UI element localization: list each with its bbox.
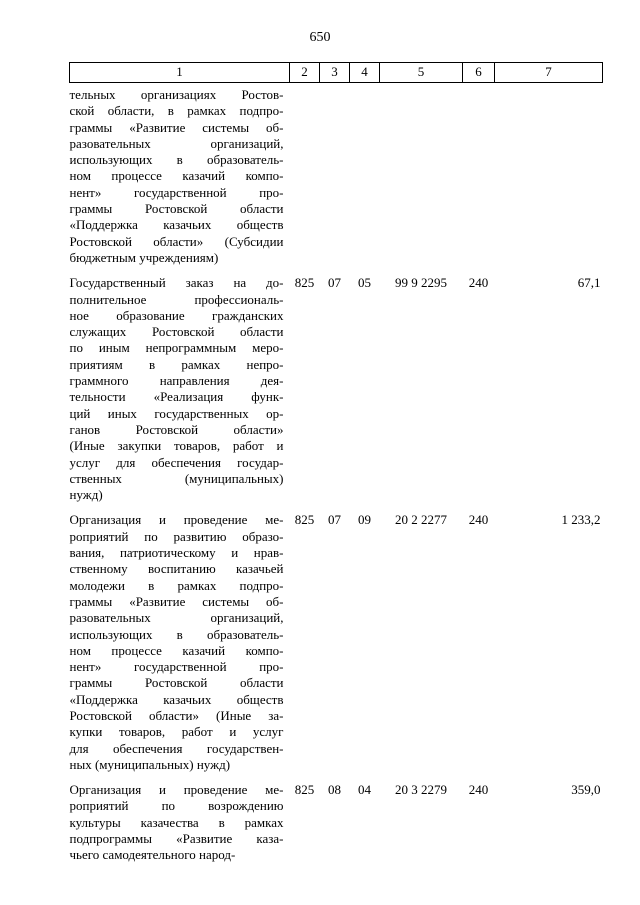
row-name-line: услуг для обеспечения государ- (69, 454, 284, 470)
row-name-line: Организация и проведение ме- (69, 512, 284, 528)
ministry-code-cell: 825 (294, 782, 315, 798)
row-name-line: разовательных организаций, (69, 610, 284, 626)
subsection-code-cell (350, 83, 380, 267)
row-name-line: по иным непрограммным меро- (69, 340, 284, 356)
row-name-line: для обеспечения государствен- (69, 740, 284, 756)
row-name-line: граммного направления дея- (69, 373, 284, 389)
row-name-line: вания, патриотическому и нрав- (69, 545, 284, 561)
row-name-line: нент» государственной про- (69, 184, 284, 200)
row-name-cell (70, 83, 290, 267)
row-name-line: Ростовской области» (Иные за- (69, 707, 284, 723)
row-name-line: ций иных государственных ор- (69, 405, 284, 421)
subsection-code-cell: 09 (358, 512, 371, 528)
section-code-cell: 07 (328, 275, 341, 291)
row-name-line: бюджетным учреждениям) (69, 249, 219, 265)
table-row (70, 266, 603, 503)
subsection-code-cell: 05 (358, 275, 371, 291)
row-name-cell (70, 503, 290, 773)
row-name-line: Организация и проведение ме- (69, 782, 284, 798)
target-article-cell (380, 83, 463, 267)
section-code-cell: 08 (328, 782, 341, 798)
row-name-line: роприятий по развитию образо- (69, 528, 284, 544)
row-name-line: ном процессе казачий компо- (69, 168, 284, 184)
target-article-cell: 20 3 2279 (395, 782, 447, 798)
row-name-line: тельности «Реализация функ- (69, 389, 284, 405)
header-col-1: 1 (70, 63, 290, 83)
row-name-line: ственному воспитанию казачьей (69, 561, 284, 577)
row-name-line: ных (муниципальных) нужд) (69, 756, 231, 772)
row-name-line: полнительное профессиональ- (69, 291, 284, 307)
row-name-line: подпрограммы «Развитие каза- (69, 831, 284, 847)
row-name-cell (70, 266, 290, 503)
row-name-line: купки товаров, работ и услуг (69, 724, 284, 740)
row-name-line: нент» государственной про- (69, 659, 284, 675)
section-code-cell (320, 83, 350, 267)
target-article-cell: 20 2 2277 (395, 512, 447, 528)
table-row (70, 773, 603, 863)
row-name-line: чьего самодеятельного народ- (69, 847, 236, 863)
row-name-line: «Поддержка казачьих обществ (69, 217, 284, 233)
subsection-code-cell: 04 (358, 782, 371, 798)
row-name-line: граммы «Развитие системы об- (69, 593, 284, 609)
expense-type-cell: 240 (468, 782, 489, 798)
row-name-line: ской области, в рамках подпро- (69, 103, 284, 119)
row-name-line: разовательных организаций, (69, 135, 284, 151)
row-name-line: роприятий по возрождению (69, 798, 284, 814)
table-header-row (70, 63, 603, 83)
table-row (70, 83, 603, 267)
expense-type-cell (463, 83, 495, 267)
ministry-code-cell: 825 (294, 512, 315, 528)
table-row (70, 503, 603, 773)
amount-cell: 67,1 (577, 275, 601, 291)
expense-type-cell: 240 (468, 275, 489, 291)
ministry-code-cell (290, 83, 320, 267)
row-name-line: (Иные закупки товаров, работ и (69, 438, 284, 454)
row-name-line: «Поддержка казачьих обществ (69, 691, 284, 707)
row-name-line: граммы «Развитие системы об- (69, 119, 284, 135)
row-name-line: ганов Ростовской области» (69, 421, 284, 437)
row-name-line: граммы Ростовской области (69, 675, 284, 691)
row-name-line: Ростовской области» (Субсидии (69, 233, 284, 249)
row-name-line: ном процессе казачий компо- (69, 642, 284, 658)
row-name-line: приятиям в рамках непро- (69, 356, 284, 372)
row-name-line: нужд) (69, 487, 103, 503)
row-name-line: культуры казачества в рамках (69, 814, 284, 830)
ministry-code-cell: 825 (294, 275, 315, 291)
header-col-4: 4 (350, 63, 380, 83)
row-name-line: молодежи в рамках подпро- (69, 577, 284, 593)
header-col-3: 3 (320, 63, 350, 83)
row-name-line: ственных (муниципальных) (69, 470, 284, 486)
amount-cell (495, 83, 603, 267)
row-name-line: тельных организациях Ростов- (69, 87, 284, 102)
row-name-cell (70, 773, 290, 863)
row-name-line: служащих Ростовской области (69, 324, 284, 340)
row-name-line: ное образование гражданских (69, 307, 284, 323)
row-name-line: Государственный заказ на до- (69, 275, 284, 291)
budget-table (69, 62, 603, 864)
header-col-2: 2 (290, 63, 320, 83)
row-name-line: использующих в образователь- (69, 626, 284, 642)
amount-cell: 359,0 (571, 782, 601, 798)
row-name-line: граммы Ростовской области (69, 201, 284, 217)
row-name-line: использующих в образователь- (69, 152, 284, 168)
section-code-cell: 07 (328, 512, 341, 528)
amount-cell: 1 233,2 (561, 512, 601, 528)
header-col-7: 7 (495, 63, 603, 83)
header-col-5: 5 (380, 63, 463, 83)
header-col-6: 6 (463, 63, 495, 83)
expense-type-cell: 240 (468, 512, 489, 528)
target-article-cell: 99 9 2295 (395, 275, 447, 291)
page-number: 650 (309, 30, 331, 45)
